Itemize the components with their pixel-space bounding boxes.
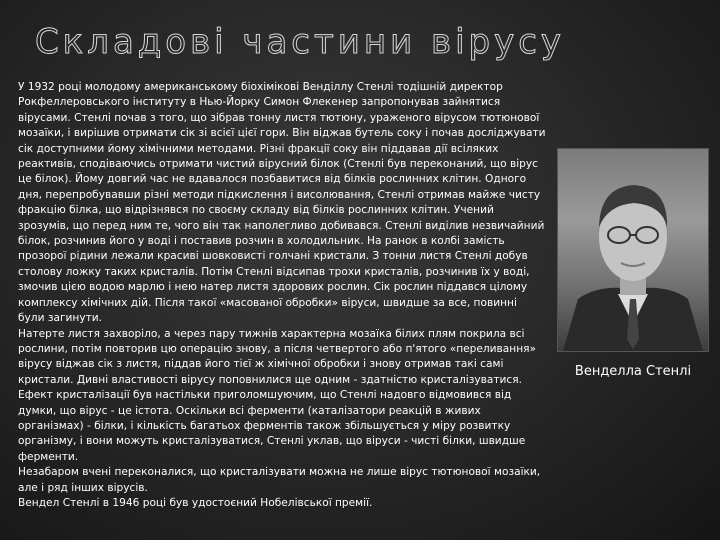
photo-caption: Венделла Стенлі [574, 364, 692, 379]
slide-body-text [18, 80, 546, 511]
paragraph-5: Вендел Стенлі в 1946 році був удостоєний Нобелівської премії. [18, 496, 373, 509]
portrait-illustration [558, 149, 708, 351]
paragraph-4: Незабаром вчені переконалися, що кристалізувати можна не лише вірус тютюнової мозаїки, але і ряд інших вірусів. [18, 466, 541, 494]
paragraph-2: Натерте листя захворіло, а через пару тижнів характерна мозаїка білих плям покрила всі рослини, потім повторив цю операцію знову, а після четвертого або п'ятого «переливання» вірусу віджав сік з листя, піддав його тієї ж хімічної обробки і знову отримав такі самі кристали. Дивні властивості вірусу поповнилися ще одним - здатністю кристалізуватися. [18, 327, 536, 386]
portrait-photo [557, 148, 709, 352]
paragraph-1: У 1932 році молодому американському біохімікові Венділлу Стенлі тодішній директор Рокфеллеровського інституту в Нью-Йорку Симон Флекенер запропонував зайнятися вірусами. Стенлі почав з того, що зібрав тонну листя тютюну, ураженого вірусом тютюнової мозаїки, і вирішив отримати сік зі всієї цієї гори. Він віджав бутель соку і почав досліджувати сік доступними йому хімічними методами. Різні фракції соку він піддавав дії всіляких реактивів, сподіваючись отримати чистий вірусний білок (Стенлі був переконаний, що вірус це білок). Йому довгий час не вдавалося позбавитися від білків рослинних клітин. Одного дня, перепробувавши різні методи підкислення і висолювання, Стенлі отримав майже чисту фракцію білка, що відрізнявся по своєму складу від білків рослинних клітин. Учений зрозумів, що перед ним те, чого він так наполегливо добивався. Стенлі виділив незвичайний білок, розчинив його у воді і поставив розчин в холодильник. На ранок в колбі замість прозорої рідини лежали красиві шовковисті голчані кристали. З тонни листя Стенлі добув столову ложку таких кристалів. Потім Стенлі відсипав трохи кристалів, розчинив їх у воді, змочив цією водою марлю і нею натер листя здорових рослин. Сік рослин піддався цілому комплексу хімічних дій. Після такої «масованої обробки» віруси, швидше за все, повинні були загинути. [18, 81, 546, 325]
paragraph-3: Ефект кристалізації був настільки приголомшуючим, що Стенлі надовго відмовився від думки, що вірус - це істота. Оскільки всі ферменти (каталізатори реакцій в живих організмах) - білки, і кількість багатьох ферментів також збільшується у міру розвитку організму, і вони можуть кристалізуватися, Стенлі уклав, що віруси - чисті білки, швидше ферменти. [18, 389, 526, 463]
slide-title: Складові частини вірусу [34, 22, 566, 62]
